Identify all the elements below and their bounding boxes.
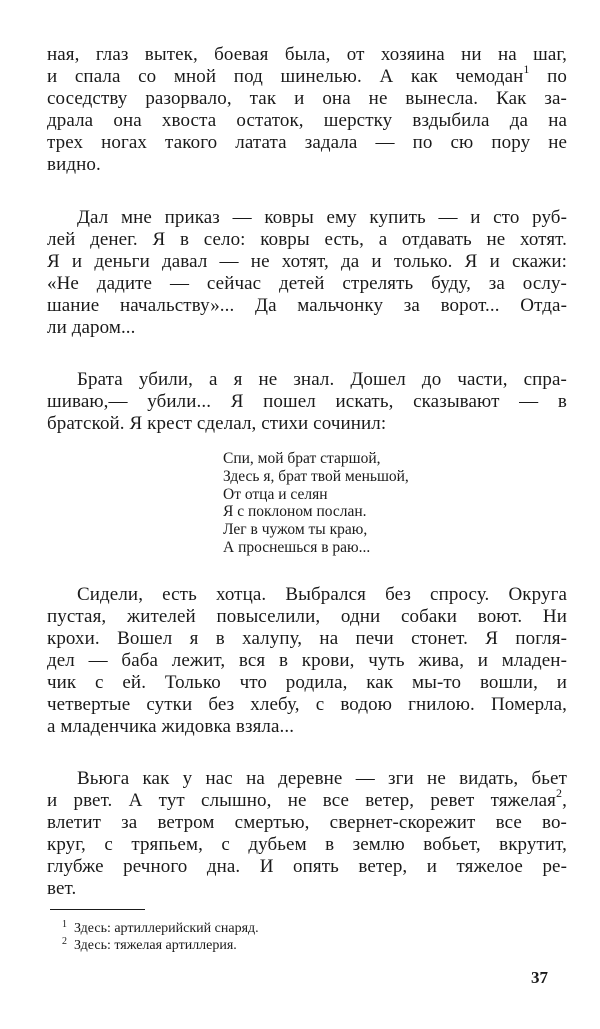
paragraph-2 xyxy=(47,207,567,339)
text-line: четвертые сутки без хлебу, с водою гнилою. Померла, xyxy=(47,694,567,715)
paragraph-5 xyxy=(47,768,567,900)
poem-line: А проснешься в раю... xyxy=(223,538,371,556)
text-line: Дал мне приказ — ковры ему купить — и сто руб- xyxy=(77,207,567,228)
text-line: круг, с тряпьем, с дубьем в землю вобьет, вкрутит, xyxy=(47,834,567,855)
text-line: Вьюга как у нас на деревне — зги не видать, бьет xyxy=(77,768,567,789)
footnote-divider xyxy=(50,909,145,910)
text-line: Сидели, есть хотца. Выбрался без спросу. Округа xyxy=(77,584,567,605)
paragraph-4 xyxy=(47,584,567,738)
poem-line: Здесь я, брат твой меньшой, xyxy=(223,467,409,485)
poem-line: Я с поклоном послан. xyxy=(223,503,367,521)
text-line: глубже речного дна. И опять ветер, и тяжелое ре- xyxy=(47,856,567,877)
text-line-with-footnote xyxy=(47,785,567,812)
text-fragment: по xyxy=(529,66,568,87)
text-line: пустая, жителей повыселили, одни собаки воют. Ни xyxy=(47,606,567,627)
text-fragment: , xyxy=(562,790,567,811)
poem-line: От отца и селян xyxy=(223,485,328,503)
poem xyxy=(223,450,409,557)
paragraph-3 xyxy=(47,369,567,435)
text-line: ли даром... xyxy=(47,317,136,338)
text-line: трех ногах такого латата задала — по сю пору не xyxy=(47,132,567,153)
text-line: Брата убили, а я не знал. Дошел до части, спра- xyxy=(77,369,567,390)
footnote-mark: 2 xyxy=(62,936,67,947)
text-line: шание начальству»... Да мальчонку за ворот... Отда- xyxy=(47,295,567,316)
footnote-1 xyxy=(62,919,259,937)
text-line: дел — баба лежит, вся в крови, чуть жива, и младен- xyxy=(47,650,567,671)
text-line: влетит за ветром смертью, свернет-скорежит все во- xyxy=(47,812,567,833)
page-number: 37 xyxy=(531,968,548,987)
text-line: Я и деньги давал — не хотят, да и только. Я и скажи: xyxy=(47,251,567,272)
text-line: шиваю,— убили... Я пошел искать, сказывают — в xyxy=(47,391,567,412)
text-line: крохи. Вошел я в халупу, на печи стонет. Я погля- xyxy=(47,628,567,649)
text-line: братской. Я крест сделал, стихи сочинил: xyxy=(47,413,387,434)
text-line: лей денег. Я в село: ковры есть, а отдавать не хотят. xyxy=(47,229,567,250)
footnote-text: Здесь: тяжелая артиллерия. xyxy=(74,938,237,953)
footnote-reference[interactable]: 2 xyxy=(556,785,563,800)
poem-line: Спи, мой брат старшой, xyxy=(223,450,381,467)
text-line: ная, глаз вытек, боевая была, от хозяина ни на шаг, xyxy=(47,44,567,65)
footnote-text: Здесь: артиллерийский снаряд. xyxy=(74,921,259,936)
text-fragment: и рвет. А тут слышно, не все ветер, ревет тяжелая xyxy=(47,790,557,811)
footnote-reference[interactable]: 1 xyxy=(523,61,530,76)
text-line: видно. xyxy=(47,154,101,175)
text-line: «Не дадите — сейчас детей стрелять буду, за ослу- xyxy=(47,273,567,294)
text-line: чик с ей. Только что родила, как мы-то вошли, и xyxy=(47,672,567,693)
footnotes xyxy=(62,919,259,954)
footnote-2 xyxy=(62,936,259,954)
paragraph-1 xyxy=(47,44,567,176)
text-line: вет. xyxy=(47,878,77,899)
text-line: драла она хвоста остаток, шерстку вздыбила да на xyxy=(47,110,567,131)
footnote-mark: 1 xyxy=(62,919,67,930)
text-line: а младенчика жидовка взяла... xyxy=(47,716,295,737)
text-fragment: и спала со мной под шинелью. А как чемодан xyxy=(47,66,524,87)
text-line-with-footnote xyxy=(47,61,568,88)
poem-line: Лег в чужом ты краю, xyxy=(223,521,368,539)
text-line: соседству разорвало, так и она не вынесла. Как за- xyxy=(47,88,567,109)
